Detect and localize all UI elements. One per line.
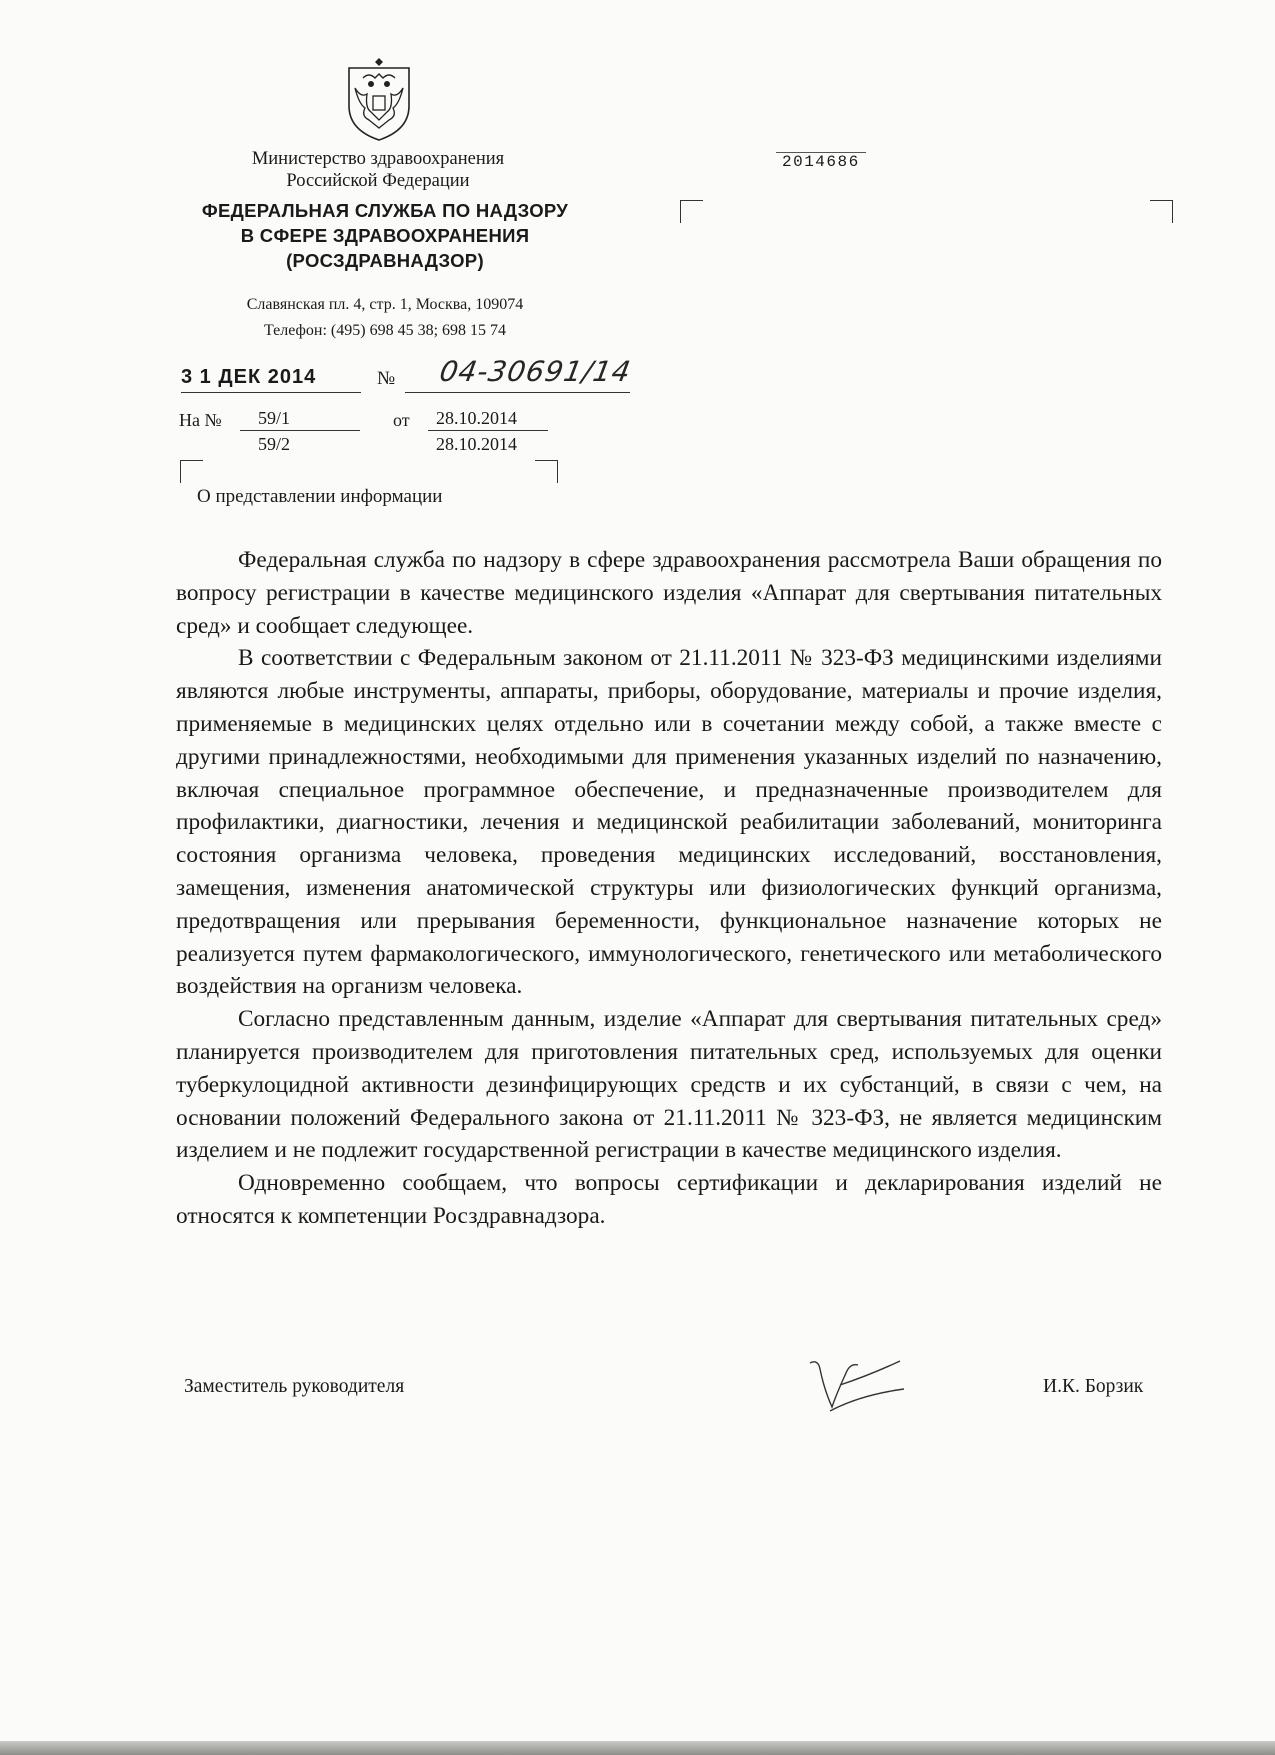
signatory-title: Заместитель руководителя: [184, 1376, 405, 1397]
body-paragraph: В соответствии с Федеральным законом от 21.11.2011 № 323-ФЗ медицинскими изделиями являются любые инструменты, аппараты, приборы, оборудование, материалы и прочие изделия, применяемые в медицинских целях отдельно или в сочетании между собой, а также вместе с другими принадлежностями, необходимыми для применения указанных изделий по назначению, включая специальное программное обеспечение, и предназначенные производителем для профилактики, диагностики, лечения и медицинской реабилитации заболеваний, мониторинга состояния организма человека, проведения медицинских исследований, восстановления, замещения, изменения анатомической структуры или физиологических функций организма, предотвращения или прерывания беременности, функциональное назначение которых не реализуется путем фармакологического, иммунологического, генетического или метаболического воздействия на организм человека.: [176, 645, 1162, 1000]
registration-date: 3 1 ДЕК 2014: [181, 366, 317, 388]
agency-name: [150, 198, 620, 273]
letter-body: [176, 544, 1162, 1233]
signatory-name: И.К. Борзик: [1043, 1376, 1144, 1397]
ministry-name: [208, 148, 548, 192]
ministry-line-1: Министерство здравоохранения: [251, 149, 505, 169]
agency-phone: Телефон: (495) 698 45 38; 698 15 74: [263, 322, 507, 339]
ministry-line-2: Российской Федерации: [286, 171, 470, 191]
body-paragraph: Федеральная служба по надзору в сфере здравоохранения рассмотрела Ваши обращения по вопросу регистрации в качестве медицинского изделия «Аппарат для свертывания питательных сред» и сообщает следующее.: [176, 547, 1162, 639]
ref-number-underline: [240, 430, 360, 431]
reference-date-2: 28.10.2014: [436, 434, 517, 454]
reference-number-1: 59/1: [258, 408, 291, 428]
address-field-corner-top-right: [1150, 200, 1173, 223]
letter-subject: О представлении информации: [197, 486, 443, 507]
body-paragraph: Одновременно сообщаем, что вопросы сертификации и декларирования изделий не относятся к компетенции Росздравнадзора.: [176, 1170, 1162, 1229]
reference-on-label: На №: [179, 410, 222, 430]
handwritten-signature-icon: [800, 1355, 910, 1419]
agency-line-1: ФЕДЕРАЛЬНАЯ СЛУЖБА ПО НАДЗОРУ: [201, 200, 569, 221]
address-field-corner-top-left: [680, 200, 703, 223]
reference-from-label: от: [393, 410, 410, 430]
barcode-number: 2014686: [776, 152, 866, 171]
agency-line-2: В СФЕРЕ ЗДРАВООХРАНЕНИЯ: [240, 225, 530, 246]
agency-line-3: (РОСЗДРАВНАДЗОР): [286, 250, 484, 271]
body-paragraph: Согласно представленным данным, изделие «Аппарат для свертывания питательных сред» планируется производителем для приготовления питательных сред, используемых для оценки туберкулоцидной активности дезинфицирующих средств и их субстанций, в связи с чем, на основании положений Федерального закона от 21.11.2011 № 323-ФЗ, не является медицинским изделием и не подлежит государственной регистрации в качестве медицинского изделия.: [176, 1006, 1162, 1164]
scan-bottom-edge: [0, 1741, 1275, 1755]
number-sign: №: [377, 368, 396, 389]
date-underline: [181, 392, 361, 393]
russian-coat-of-arms-icon: [341, 58, 417, 144]
agency-contacts: [170, 292, 600, 344]
reference-date-1: 28.10.2014: [436, 408, 517, 428]
reference-number-2: 59/2: [258, 434, 291, 454]
ref-date-underline: [428, 430, 548, 431]
subject-corner-right: [535, 460, 558, 483]
registration-number: 04-30691/14: [437, 355, 634, 388]
subject-corner-left: [180, 460, 203, 483]
agency-address: Славянская пл. 4, стр. 1, Москва, 109074: [246, 296, 524, 313]
number-underline: [405, 392, 630, 393]
